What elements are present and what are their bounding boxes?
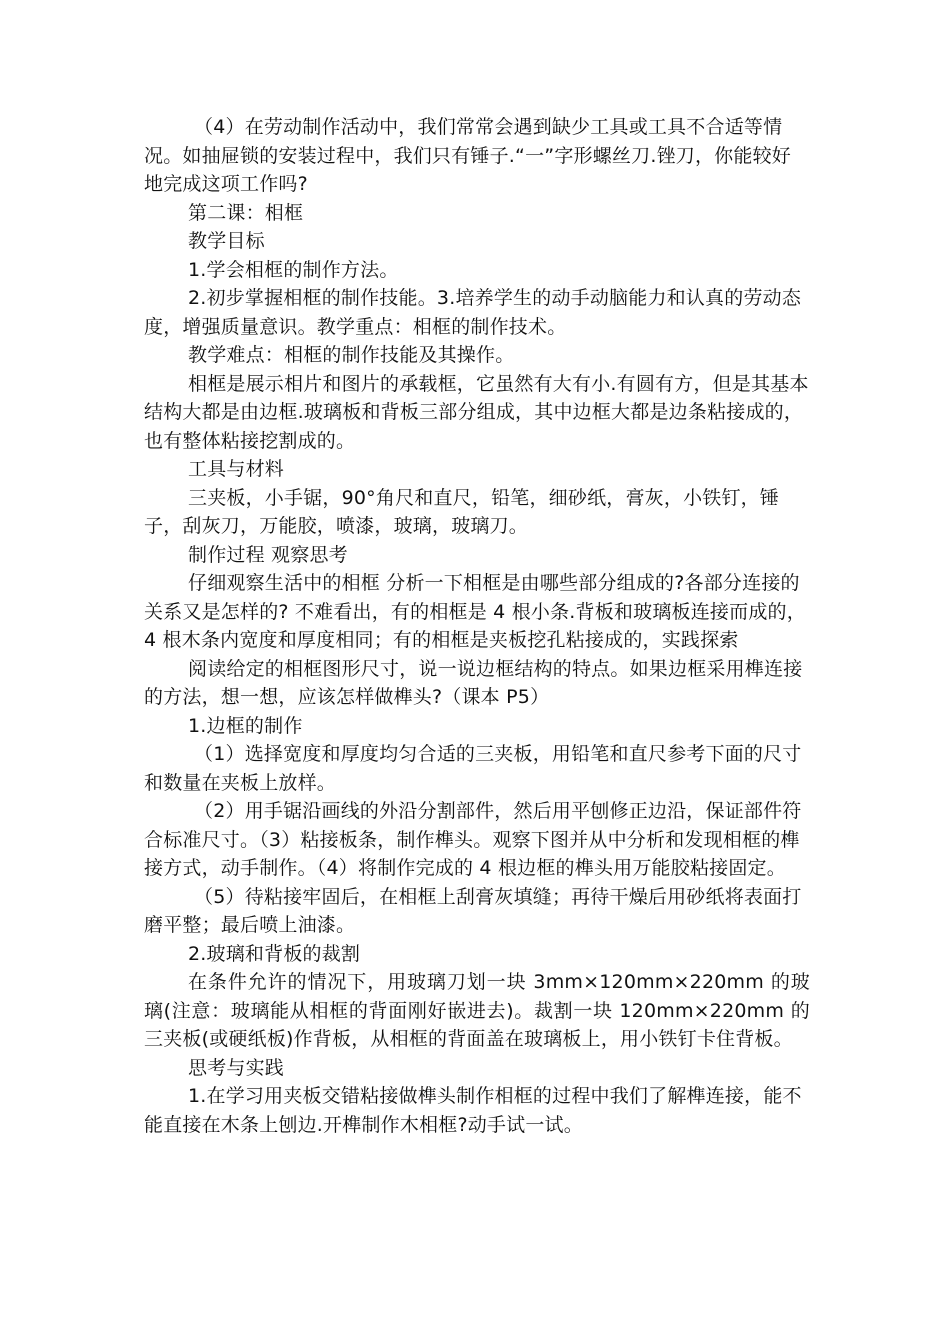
paragraph-tools-list: 三夹板，小手锯，90°角尺和直尺，铅笔，细砂纸，膏灰，小铁钉，锤子，刮灰刀，万能胶，喷漆，玻璃，玻璃刀。: [144, 486, 780, 537]
lesson-title: 第二课：相框: [188, 201, 304, 224]
step-2-4: （2）用手锯沿画线的外沿分割部件，然后用平刨修正边沿，保证部件符合标准尺寸。（3）粘接板条，制作榫头。观察下图并从中分析和发现相框的榫接方式，动手制作。（4）将制作完成的 4 根边框的榫头用万能胶粘接固定。: [144, 800, 802, 879]
document-page: [144, 113, 810, 1139]
section-heading-border: 1.边框的制作: [188, 714, 303, 737]
section-heading-tools: 工具与材料: [188, 458, 285, 480]
objective-item-1: 1.学会相框的制作方法。: [188, 258, 399, 281]
step-1: （1）选择宽度和厚度均匀合适的三夹板，用铅笔和直尺参考下面的尺寸和数量在夹板上放样。: [144, 743, 802, 794]
section-heading-objectives: 教学目标: [188, 230, 265, 252]
paragraph-observe: 仔细观察生活中的相框 分析一下相框是由哪些部分组成的?各部分连接的关系又是怎样的? 不难看出，有的相框是 4 根小条.背板和玻璃板连接而成的，4 根木条内宽度和厚度相同；有的相框是夹板挖孔粘接成的，实践探索: [144, 572, 806, 651]
paragraph-exercise-4: （4）在劳动制作活动中，我们常常会遇到缺少工具或工具不合适等情况。如抽屉锁的安装过程中，我们只有锤子.“一”字形螺丝刀.锉刀，你能较好地完成这项工作吗?: [144, 116, 791, 195]
practice-item-1: 1.在学习用夹板交错粘接做榫头制作相框的过程中我们了解榫连接，能不能直接在木条上刨边.开榫制作木相框?动手试一试。: [144, 1085, 802, 1136]
paragraph-read-dimensions: 阅读给定的相框图形尺寸，说一说边框结构的特点。如果边框采用榫连接的方法，想一想，应该怎样做榫头?（课本 P5）: [144, 657, 803, 708]
paragraph-frame-intro: 相框是展示相片和图片的承载框，它虽然有大有小.有圆有方，但是其基本结构大都是由边框.玻璃板和背板三部分组成，其中边框大都是边条粘接成的，也有整体粘接挖割成的。: [144, 372, 809, 452]
section-heading-practice: 思考与实践: [188, 1056, 285, 1079]
objective-item-2-3: 2.初步掌握相框的制作技能。3.培养学生的动手动脑能力和认真的劳动态度，增强质量意识。教学重点：相框的制作技术。: [144, 287, 802, 338]
teaching-difficulty: 教学难点：相框的制作技能及其操作。: [188, 344, 515, 366]
step-5: （5）待粘接牢固后，在相框上刮膏灰填缝；再待干燥后用砂纸将表面打磨平整；最后喷上油漆。: [144, 885, 802, 936]
section-heading-glass: 2.玻璃和背板的裁割: [188, 942, 361, 965]
section-heading-process: 制作过程 观察思考: [188, 543, 348, 566]
paragraph-glass-cutting: 在条件允许的情况下，用玻璃刀划一块 3mm×120mm×220mm 的玻璃(注意：玻璃能从相框的背面刚好嵌进去)。裁割一块 120mm×220mm 的三夹板(或硬纸板)作背板，从相框的背面盖在玻璃板上，用小铁钉卡住背板。: [144, 971, 810, 1050]
